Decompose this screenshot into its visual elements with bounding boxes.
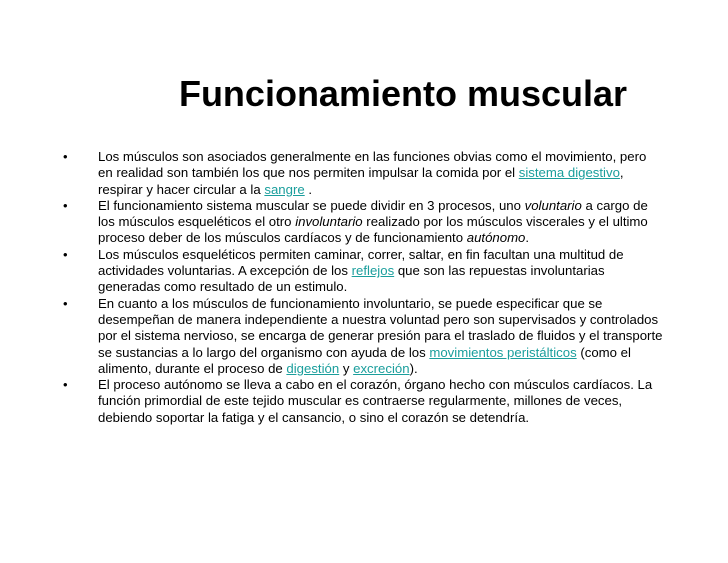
bullet-text: El funcionamiento sistema muscular se puede dividir en 3 procesos, uno bbox=[98, 197, 525, 213]
bullet-text: ). bbox=[409, 360, 418, 376]
bullet-item-three-processes bbox=[63, 198, 663, 247]
bullet-marker: • bbox=[63, 246, 68, 262]
bullet-item-involuntary-muscles bbox=[63, 296, 663, 377]
bullet-text: . bbox=[304, 181, 313, 197]
bullet-marker: • bbox=[63, 295, 68, 311]
bullet-text: , respirar y hacer circular a la bbox=[98, 165, 624, 197]
link-excrecion[interactable]: excreción bbox=[353, 360, 410, 376]
bullet-text: Los músculos son asociados generalmente en las funciones obvias como el movimiento, pero en realidad son también los que nos permiten impulsar la comida por el bbox=[98, 149, 647, 181]
bullet-text: que son las repuestas involuntarias generadas como resultado de un estimulo. bbox=[98, 263, 605, 295]
bullet-text: . bbox=[525, 230, 530, 246]
link-digestion[interactable]: digestión bbox=[286, 360, 340, 376]
bullet-text: a cargo de los músculos esqueléticos el otro bbox=[98, 197, 648, 230]
slide-title: Funcionamiento muscular bbox=[178, 73, 628, 114]
bullet-item-skeletal-muscles bbox=[63, 247, 663, 296]
bullet-item-autonomous-process bbox=[63, 377, 663, 426]
bullet-marker: • bbox=[63, 149, 68, 164]
emphasis-autonomo: autónomo bbox=[466, 230, 526, 246]
bullet-list bbox=[63, 149, 663, 426]
bullet-item-muscle-functions bbox=[63, 149, 663, 198]
bullet-marker: • bbox=[63, 377, 68, 393]
link-movimientos-peristalticos[interactable]: movimientos peristálticos bbox=[429, 344, 577, 360]
bullet-marker: • bbox=[63, 197, 68, 213]
bullet-text: Los músculos esqueléticos permiten caminar, correr, saltar, en fin facultan una multitud de actividades voluntarias. A excepción de los bbox=[98, 246, 624, 279]
emphasis-voluntario: voluntario bbox=[524, 197, 582, 213]
bullet-text: realizado por los músculos viscerales y el ultimo proceso deber de los músculos cardíacos y de funcionamiento bbox=[98, 214, 648, 246]
bullet-text: y bbox=[339, 360, 354, 376]
link-reflejos[interactable]: reflejos bbox=[351, 263, 395, 279]
bullet-text: En cuanto a los músculos de funcionamiento involuntario, se puede especificar que se desempeñan de manera independiente a nuestra voluntad pero son supervisados y controlados por el sistema nervioso, se encarga de generar presión para el traslado de fluidos y el transporte se sustancias a lo largo del organismo con ayuda de los bbox=[98, 295, 663, 360]
emphasis-involuntario: involuntario bbox=[295, 214, 363, 230]
bullet-text: (como el alimento, durante el proceso de bbox=[98, 344, 631, 376]
bullet-text: El proceso autónomo se lleva a cabo en el corazón, órgano hecho con músculos cardíacos. La función primordial de este tejido muscular es contraerse regularmente, millones de veces, debiendo soportar la fatiga y el cansancio, o sino el corazón se detendría. bbox=[98, 377, 653, 425]
link-sistema-digestivo[interactable]: sistema digestivo bbox=[518, 165, 620, 181]
link-sangre[interactable]: sangre bbox=[264, 181, 305, 197]
